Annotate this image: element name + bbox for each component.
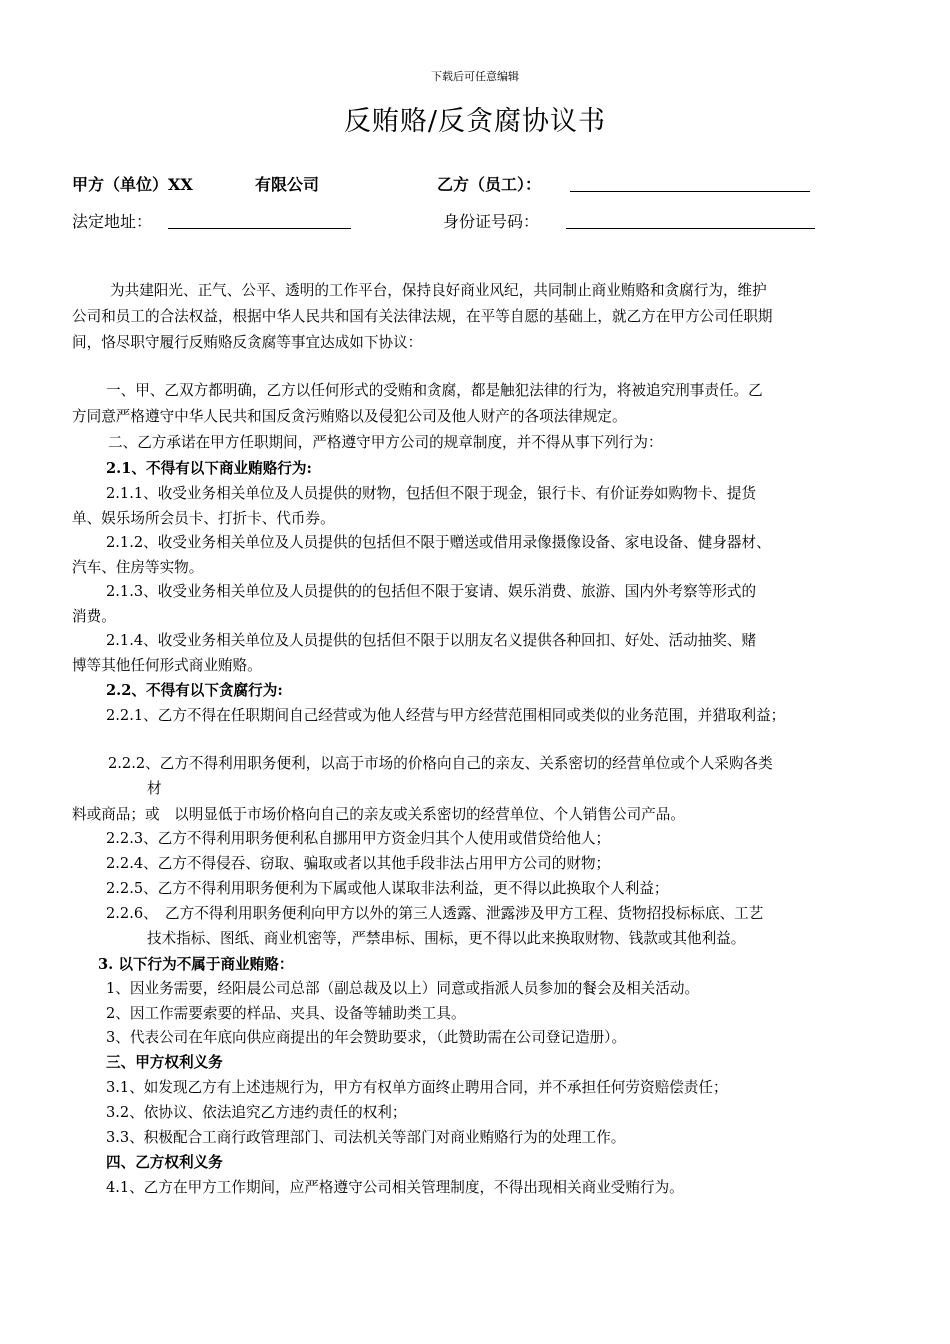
- clause-2-1-3: 2.1.3、收受业务相关单位及人员提供的的包括但不限于宴请、娱乐消费、旅游、国内外考察等形式的: [106, 583, 757, 600]
- clause-2-1-1: 单、娱乐场所会员卡、打折卡、代币券。: [72, 510, 335, 527]
- heading-2-1: 2.1、不得有以下商业贿赂行为:: [106, 460, 312, 477]
- party-b-duty: 4.1、乙方在甲方工作期间，应严格遵守公司相关管理制度，不得出现相关商业受贿行为。: [106, 1179, 684, 1196]
- party-a-company: 有限公司: [255, 175, 320, 194]
- clause-2-2-6: 技术指标、图纸、商业机密等，严禁串标、围标，更不得以此来换取财物、钱款或其他利益。: [147, 930, 746, 947]
- clause-2-2-2: 料或商品；或 以明显低于市场价格向自己的亲友或关系密切的经营单位、个人销售公司产品。: [72, 806, 685, 823]
- clause-1: 方同意严格遵守中华人民共和国反贪污贿赂以及侵犯公司及他人财产的各项法律规定。: [72, 408, 627, 425]
- id-number-blank: [566, 228, 815, 229]
- party-a-label: 甲方（单位）XX: [72, 175, 193, 194]
- clause-2-1-2: 汽车、住房等实物。: [72, 559, 204, 576]
- page-title: 反贿赂/反贪腐协议书: [343, 106, 607, 137]
- header-note: 下载后可任意编辑: [431, 70, 519, 83]
- clause-2-2-2: 材: [147, 780, 162, 797]
- exception-item: 2、因工作需要索要的样品、夹具、设备等辅助类工具。: [106, 1005, 466, 1022]
- party-b-blank: [570, 191, 810, 192]
- clause-2-2-1: 2.2.1、乙方不得在任职期间自己经营或为他人经营与甲方经营范围相同或类似的业务范围，并猎取利益；: [106, 707, 786, 724]
- clause-2-1-3: 消费。: [72, 608, 116, 625]
- heading-3: 3. 以下行为不属于商业贿赂：: [98, 956, 294, 973]
- exception-item: 1、因业务需要，经阳晨公司总部（副总裁及以上）同意或指派人员参加的餐会及相关活动。: [106, 980, 700, 997]
- intro-line: 公司和员工的合法权益，根据中华人民共和国有关法律法规，在平等自愿的基础上，就乙方在甲方公司任职期: [72, 308, 773, 325]
- party-b-label: 乙方（员工）：: [437, 175, 542, 194]
- id-number-label: 身份证号码：: [443, 212, 540, 231]
- heading-2-2: 2.2、不得有以下贪腐行为:: [106, 682, 283, 699]
- heading-party-b-duties: 四、乙方权利义务: [106, 1154, 223, 1171]
- party-a-duty: 3.3、积极配合工商行政管理部门、司法机关等部门对商业贿赂行为的处理工作。: [106, 1129, 626, 1146]
- clause-2-2-6: 2.2.6、 乙方不得利用职务便利向甲方以外的第三人透露、泄露涉及甲方工程、货物招投标标底、工艺: [106, 905, 764, 922]
- clause-2: 二、乙方承诺在甲方任职期间，严格遵守甲方公司的规章制度，并不得从事下列行为：: [108, 434, 663, 451]
- clause-1: 一、甲、乙双方都明确，乙方以任何形式的受贿和贪腐，都是触犯法律的行为，将被追究刑事责任。乙: [106, 382, 763, 399]
- heading-party-a-duties: 三、甲方权利义务: [106, 1054, 223, 1071]
- clause-2-2-5: 2.2.5、乙方不得利用职务便利为下属或他人谋取非法利益，更不得以此换取个人利益；: [106, 880, 669, 897]
- clause-2-2-3: 2.2.3、乙方不得利用职务便利私自挪用甲方资金归其个人使用或借贷给他人；: [106, 830, 611, 847]
- party-a-duty: 3.2、依协议、依法追究乙方违约责任的权利；: [106, 1104, 407, 1121]
- clause-2-2-4: 2.2.4、乙方不得侵吞、窃取、骗取或者以其他手段非法占用甲方公司的财物；: [106, 855, 611, 872]
- intro-line: 为共建阳光、正气、公平、透明的工作平台，保持良好商业风纪，共同制止商业贿赂和贪腐行为，维护: [110, 282, 767, 299]
- intro-line: 间，恪尽职守履行反贿赂反贪腐等事宜达成如下协议：: [72, 334, 423, 351]
- party-a-duty: 3.1、如发现乙方有上述违规行为，甲方有权单方面终止聘用合同，并不承担任何劳资赔偿责任；: [106, 1079, 728, 1096]
- address-label: 法定地址：: [72, 212, 153, 231]
- exception-item: 3、代表公司在年底向供应商提出的年会赞助要求，（此赞助需在公司登记造册）。: [106, 1029, 627, 1046]
- clause-2-1-4: 博等其他任何形式商业贿赂。: [72, 657, 262, 674]
- clause-2-1-1: 2.1.1、收受业务相关单位及人员提供的财物，包括但不限于现金，银行卡、有价证券如购物卡、提货: [106, 485, 757, 502]
- clause-2-1-4: 2.1.4、收受业务相关单位及人员提供的包括但不限于以朋友名义提供各种回扣、好处、活动抽奖、赌: [106, 632, 757, 649]
- clause-2-2-2: 2.2.2、乙方不得利用职务便利，以高于市场的价格向自己的亲友、关系密切的经营单位或个人采购各类: [108, 755, 773, 772]
- clause-2-1-2: 2.1.2、收受业务相关单位及人员提供的包括但不限于赠送或借用录像摄像设备、家电设备、健身器材、: [106, 534, 771, 551]
- address-blank: [168, 228, 351, 229]
